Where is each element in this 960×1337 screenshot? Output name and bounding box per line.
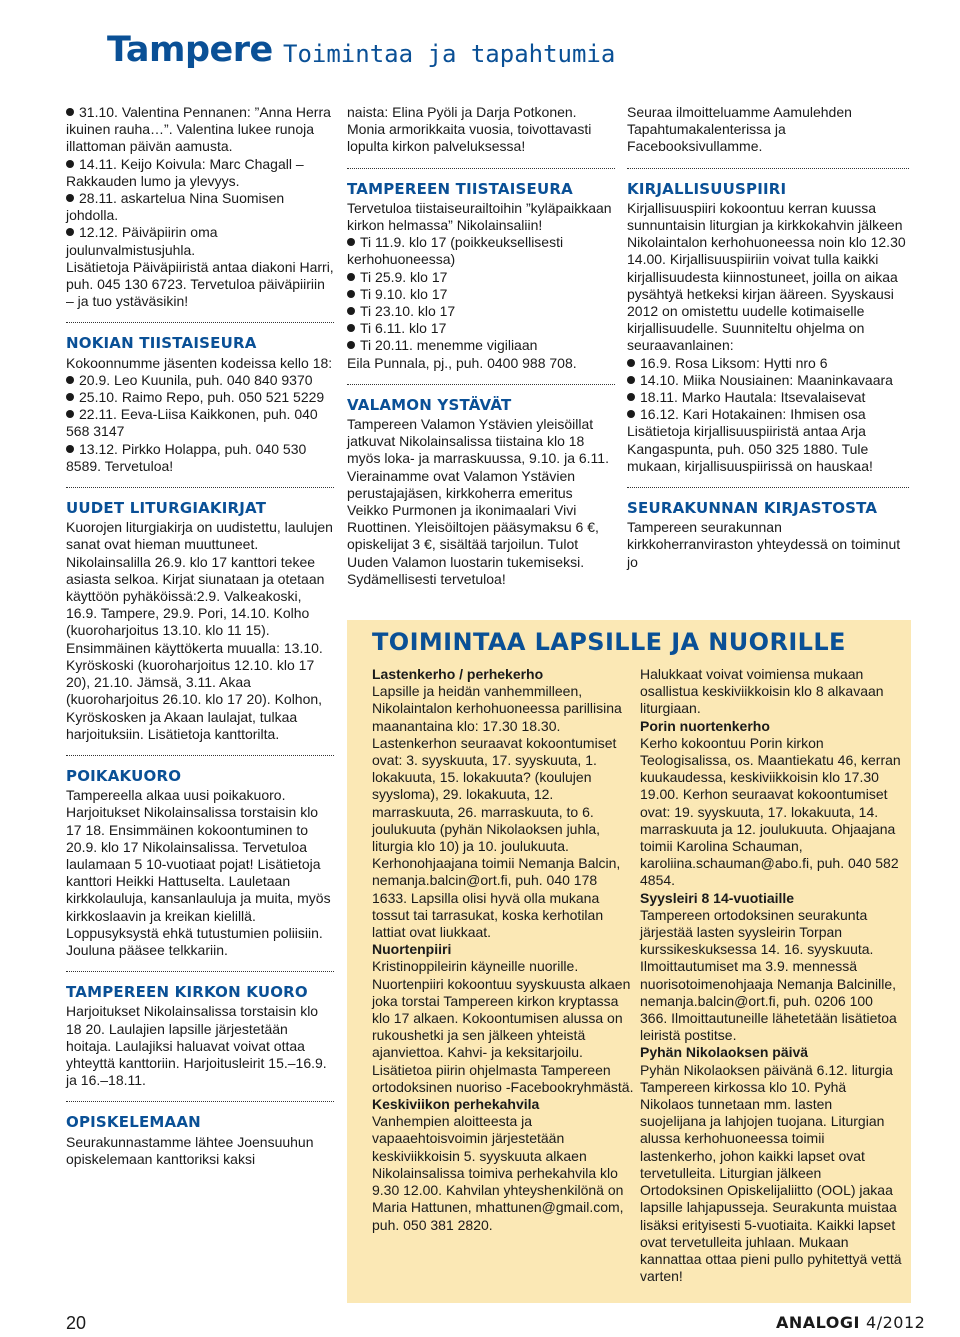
section-subtitle: Toimintaa ja tapahtumia — [283, 40, 616, 68]
heading-kirjallisuus: KIRJALLISUUSPIIRI — [627, 179, 787, 198]
bullet-item — [627, 372, 909, 389]
column-2 — [347, 104, 615, 588]
kids-subheading: Lastenkerho / perhekerho — [372, 666, 544, 682]
divider — [66, 1101, 334, 1102]
heading-liturgia: UUDET LITURGIAKIRJAT — [66, 499, 267, 518]
kids-title: TOIMINTAA LAPSILLE JA NUORILLE — [372, 628, 846, 656]
kids-paragraph: Kristinoppileirin käyneille nuorille. Nuortenpiiri kokoontuu syyskuusta alkaen joka torstai Tampereen kirkon kryptassa klo 17 alkaen. Kokoontumisen alussa on rukoushetki ja sen jälkeen yhteistä ajanviettoa. Kahvi- ja keksitarjoilu. Lisätietoa piirin ohjelmasta Tampereen ortodoksinen nuoriso -Facebookryhmästä. — [372, 958, 634, 1095]
kids-paragraph: Vanhempien aloitteesta ja vapaaehtoisvoimin järjestetään keskiviikkoisin 5. syyskuuta alkaen Nikolainsalissa toimiva perhekahvila klo 9.30 12.00. Kahvilan yhteyshenkilönä on Maria Hattunen, mhattunen@gmail.com, puh. 050 381 2820. — [372, 1113, 624, 1233]
kids-paragraph: Lapsille ja heidän vanhemmilleen, Nikolaintalon kerhohuoneessa parillisina maanantaina klo: 17.30 18.30. Lastenkerhon seuraavat kokoontumiset ovat: 3. syyskuuta, 17. syyskuuta, 1. lokakuuta, 15. lokakuuta? (koulujen syysloma), 29. lokakuuta, 12. marraskuuta, 26. marraskuuta, to 6. joulukuuta (pyhän Nikolaoksen juhla, liturgia klo 10) ja 10. joulukuuta. Kerhonohjaajana toimii Nemanja Balcin, nemanja.balcin@ort.fi, puh. 040 178 1633. Lapsilla olisi hyvä olla mukana tossut tai tarrasukat, koska kerhotilan lattiat ovat liukkaat. — [372, 683, 622, 941]
bullet-item — [347, 269, 615, 286]
bullet-item — [66, 104, 334, 156]
text-line — [347, 355, 615, 372]
item-text: 14.10. Miika Nousiainen: Maaninkavaara — [640, 371, 893, 388]
bullet-item — [66, 224, 334, 258]
bullet-icon — [347, 238, 355, 246]
item-text: 12.12. Päiväpiirin oma joulunvalmistusjuhla. — [66, 224, 218, 258]
bullet-icon — [66, 393, 74, 401]
item-text: 18.11. Marko Hautala: Itsevalaisevat — [640, 389, 866, 406]
item-text: 14.11. Keijo Koivula: Marc Chagall – Rakkauden lumo ja ylevyys. — [66, 155, 304, 189]
text-line — [66, 355, 334, 372]
item-text: Ti 23.10. klo 17 — [360, 303, 456, 320]
item-text: 22.11. Eeva-Liisa Kaikkonen, puh. 040 568 3147 — [66, 406, 318, 440]
item-text: Kokoonnumme jäsenten kodeissa kello 18: — [66, 354, 333, 371]
magazine-name — [776, 1313, 925, 1332]
kids-left-column — [372, 666, 634, 1234]
divider — [66, 755, 334, 756]
divider — [66, 971, 334, 972]
kids-right-column — [640, 666, 902, 1285]
kids-subheading: Pyhän Nikolaoksen päivä — [640, 1044, 809, 1061]
valamon-body: Tampereen Valamon Ystävien yleisöillat jatkuvat Nikolainsalissa tiistaina klo 18 myös loka- ja marraskuussa, 9.10. ja 6.11. Vierainamme ovat Valamon Ystävien perustajajäsen, kirkkoherra emeritus Veikko Purmonen ja ikonimaalari Vivi Ruottinen. Yleisöiltojen pääsymaksu 6 €, opiskelijat 3 €, sisältää tarjoilun. Tulot Uuden Valamon luostarin tukemiseksi. Sydämellisesti tervetuloa! — [347, 416, 609, 587]
bullet-icon — [347, 324, 355, 332]
kids-paragraph: Kerho kokoontuu Porin kirkon Teologisalissa, os. Maantiekatu 46, kerran kuukaudessa, keskiviikkoisin klo 17.30 19.00. Kerhon seuraavat kokoontumiset ovat: 19. syyskuuta, 17. lokakuuta, 14. marraskuuta ja 12. joulukuuta. Ohjaajana toimii Karolina Schauman, karoliina.schauman@abo.fi, puh. 040 582 4854. — [640, 734, 901, 889]
bullet-item — [66, 372, 334, 389]
bullet-item — [347, 303, 615, 320]
magazine-title: ANALOGI — [776, 1313, 860, 1332]
magazine-issue: 4/2012 — [866, 1313, 926, 1332]
item-text: 13.12. Pirkko Holappa, puh. 040 530 8589. Tervetuloa! — [66, 440, 307, 474]
bullet-icon — [66, 445, 74, 453]
bullet-icon — [66, 228, 74, 236]
bullet-icon — [627, 410, 635, 418]
text-line — [627, 200, 909, 355]
item-text: 16.9. Rosa Liksom: Hytti nro 6 — [640, 354, 828, 371]
bullet-item — [627, 389, 909, 406]
text-line — [66, 259, 334, 311]
liturgia-body: Kuorojen liturgiakirja on uudistettu, laulujen sanat ovat hieman muuttuneet. Nikolainsalilla 26.9. klo 17 kanttori tekee asiasta selkoa. Kirjat siunataan ja otetaan käyttöön pyhäköissä:2.9. Valkeakoski, 16.9. Tampere, 29.9. Pori, 14.10. Kolho (kuoroharjoitus 13.10. klo 11 15). Ensimmäinen käyttökerta muualla: 13.10. Kyröskoski (kuoroharjoitus 12.10. klo 17 20), 21.10. Jämsä, 3.11. Akaa (kuoroharjoitus 26.10. klo 17 20). Kolhon, Kyröskosken ja Akaan laulajat, tulkaa harjoituksiin. Lisätietoja kanttorilta. — [66, 519, 333, 742]
kids-subheading: Porin nuortenkerho — [640, 717, 770, 734]
bullet-item — [347, 286, 615, 303]
col3-intro: Seuraa ilmoitteluamme Aamulehden Tapahtumakalenterissa ja Facebooksivullamme. — [627, 104, 852, 155]
bullet-icon — [66, 410, 74, 418]
item-text: 20.9. Leo Kuunila, puh. 040 840 9370 — [79, 371, 313, 388]
kids-subheading: Nuortenpiiri — [372, 941, 452, 958]
kids-paragraph: Tampereen ortodoksinen seurakunta järjestää lasten syysleirin Torpan kurssikeskuksessa 14. 16. syyskuuta. Ilmoittautumiset ma 3.9. mennessä nuorisotoimenohjaaja Nemanja Balcinille, nemanja.balcin@ort.fi, puh. 0206 100 366. Ilmoittautuneille lähetetään lisätietoa leiristä postitse. — [640, 906, 897, 1044]
item-text: Ti 6.11. klo 17 — [360, 320, 447, 337]
opiskelemaan-body: Seurakunnastamme lähtee Joensuuhun opiskelemaan kanttoriksi kaksi — [66, 1133, 314, 1167]
text-line — [347, 200, 615, 234]
divider — [66, 322, 334, 323]
bullet-item — [627, 355, 909, 372]
bullet-item — [66, 389, 334, 406]
item-text: Kirjallisuuspiiri kokoontuu kerran kuussa sunnuntaisin liturgian ja kirkkokahvin jälkeen Nikolaintalon kerhohuoneessa noin klo 12.30 14.00. Kirjallisuuspiiriin voivat tulla kaikki kirjallisuudesta kiinnostuneet, joilla on aikaa pysähtyä hetkeksi kirjan ääreen. Syyskausi 2012 on omistettu uudelle kotimaiselle kirjallisuudelle. Suunniteltu ohjelma on seuraavanlainen: — [627, 199, 906, 354]
kirjallisuus-list — [627, 200, 909, 475]
column-1 — [66, 104, 334, 1168]
item-text: Ti 11.9. klo 17 (poikkeuksellisesti kerhohuoneessa) — [347, 234, 564, 268]
kids-paragraph: Halukkaat voivat voimiensa mukaan osallistua keskiviikkoisin klo 8 alkavaan liturgiaan. — [640, 666, 884, 717]
bullet-icon — [66, 108, 74, 116]
item-text: Ti 20.11. menemme vigiliaan — [360, 337, 538, 354]
section-title: Tampere — [107, 30, 273, 70]
bullet-icon — [66, 194, 74, 202]
item-text: 31.10. Valentina Pennanen: ”Anna Herra ikuinen rauha…”. Valentina lukee runoja illattoman päivän aamusta. — [66, 104, 331, 155]
poikakuoro-body: Tampereella alkaa uusi poikakuoro. Harjoitukset Nikolainsalissa torstaisin klo 17 18. Ensimmäinen kokoontuminen to 20.9. klo 17 Nikolainsalissa. Tervetuloa laulamaan 5 10-vuotiaat pojat! Lisätietoja kanttori Heikki Hattuselta. Lauletaan kirkkolauluja, kansanlauluja ja muita, myös kirkkoslaavin ja kreikan kielillä. Loppusyksystä ehkä tutustumien poliisiin. Jouluna pääsee telkkariin. — [66, 787, 331, 958]
bullet-icon — [347, 341, 355, 349]
kids-subheading: Syysleiri 8 14-vuotiaille — [640, 889, 795, 906]
bullet-item — [347, 234, 615, 268]
bullet-item — [66, 156, 334, 190]
item-text: Lisätietoja kirjallisuuspiiristä antaa Arja Kangaspunta, puh. 050 325 1880. Tule mukaan, kirjallisuuspiirissä on hauskaa! — [627, 423, 873, 474]
bullet-icon — [347, 290, 355, 298]
bullet-item — [66, 406, 334, 440]
item-text: 16.12. Kari Hotakainen: Ihmisen osa — [640, 406, 866, 423]
bullet-item — [347, 337, 615, 354]
kirkonkuoro-body: Harjoitukset Nikolainsalissa torstaisin klo 18 20. Laulajien lapsille järjestetään hoitaja. Laulajiksi haluavat voivat ottaa yhteyttä kanttoriin. Harjoitusleirit 15.–16.9. ja 16.–18.11. — [66, 1003, 327, 1089]
text-line — [627, 423, 909, 475]
divider — [627, 168, 909, 169]
bullet-item — [66, 190, 334, 224]
item-text: Eila Punnala, pj., puh. 0400 988 708. — [347, 354, 577, 371]
bullet-icon — [66, 160, 74, 168]
divider — [66, 487, 334, 488]
divider — [347, 384, 615, 385]
page-number: 20 — [66, 1313, 87, 1333]
col2-intro: naista: Elina Pyöli ja Darja Potkonen. Monia armorikkaita vuosia, toivottavasti lopulta kirkon palveluksessa! — [347, 104, 592, 155]
divider — [627, 487, 909, 488]
item-text: Ti 9.10. klo 17 — [360, 285, 448, 302]
column-3 — [627, 104, 909, 571]
heading-kirjasto: SEURAKUNNAN KIRJASTOSTA — [627, 499, 878, 518]
bullet-icon — [627, 359, 635, 367]
bullet-icon — [627, 393, 635, 401]
heading-poikakuoro: POIKAKUORO — [66, 766, 182, 785]
heading-valamon: VALAMON YSTÄVÄT — [347, 395, 512, 414]
intro-list — [66, 104, 334, 310]
bullet-item — [627, 406, 909, 423]
kids-paragraph: Pyhän Nikolaoksen päivänä 6.12. liturgia Tampereen kirkossa klo 10. Pyhä Nikolaos tunnetaan mm. lasten suojelijana ja lahjojen tuojana. Liturgian alussa kerhohuoneessa toimii lastenkerho, johon kaikki lapset ovat tervetulleita. Liturgian jälkeen Ortodoksinen Opiskelijaliitto (OOL) jakaa lapsille lahjapusseja. Seurakunta muistaa lisäksi erityisesti 5-vuotiaita. Kaikki lapset ovat tervetulleita juhlaan. Mukaan kannattaa ottaa pieni pullo pyhitettyä vettä varten! — [640, 1061, 902, 1285]
item-text: 25.10. Raimo Repo, puh. 050 521 5229 — [79, 389, 325, 406]
page-header — [0, 0, 960, 96]
bullet-icon — [66, 376, 74, 384]
item-text: Lisätietoja Päiväpiiristä antaa diakoni Harri, puh. 045 130 6723. Tervetuloa päiväpiiriin – ja tuo ystäväsikin! — [66, 258, 334, 310]
item-text: Tervetuloa tiistaiseurailtoihin ”kyläpaikkaan kirkon helmassa” Nikolainsaliin! — [347, 199, 612, 234]
item-text: Ti 25.9. klo 17 — [360, 268, 448, 285]
heading-tiistaiseura: TAMPEREEN TIISTAISEURA — [347, 179, 573, 198]
bullet-item — [66, 441, 334, 475]
heading-kirkonkuoro: TAMPEREEN KIRKON KUORO — [66, 983, 308, 1002]
bullet-icon — [347, 307, 355, 315]
kirjasto-body: Tampereen seurakunnan kirkkoherranviraston yhteydessä on toiminut jo — [627, 519, 901, 570]
item-text: 28.11. askartelua Nina Suomisen johdolla. — [66, 190, 285, 224]
bullet-icon — [347, 273, 355, 281]
divider — [347, 168, 615, 169]
heading-nokian: NOKIAN TIISTAISEURA — [66, 334, 257, 353]
bullet-item — [347, 320, 615, 337]
nokian-list — [66, 355, 334, 475]
kids-subheading: Keskiviikon perhekahvila — [372, 1096, 540, 1113]
tiistaiseura-list — [347, 200, 615, 372]
bullet-icon — [627, 376, 635, 384]
heading-opiskelemaan: OPISKELEMAAN — [66, 1113, 201, 1132]
